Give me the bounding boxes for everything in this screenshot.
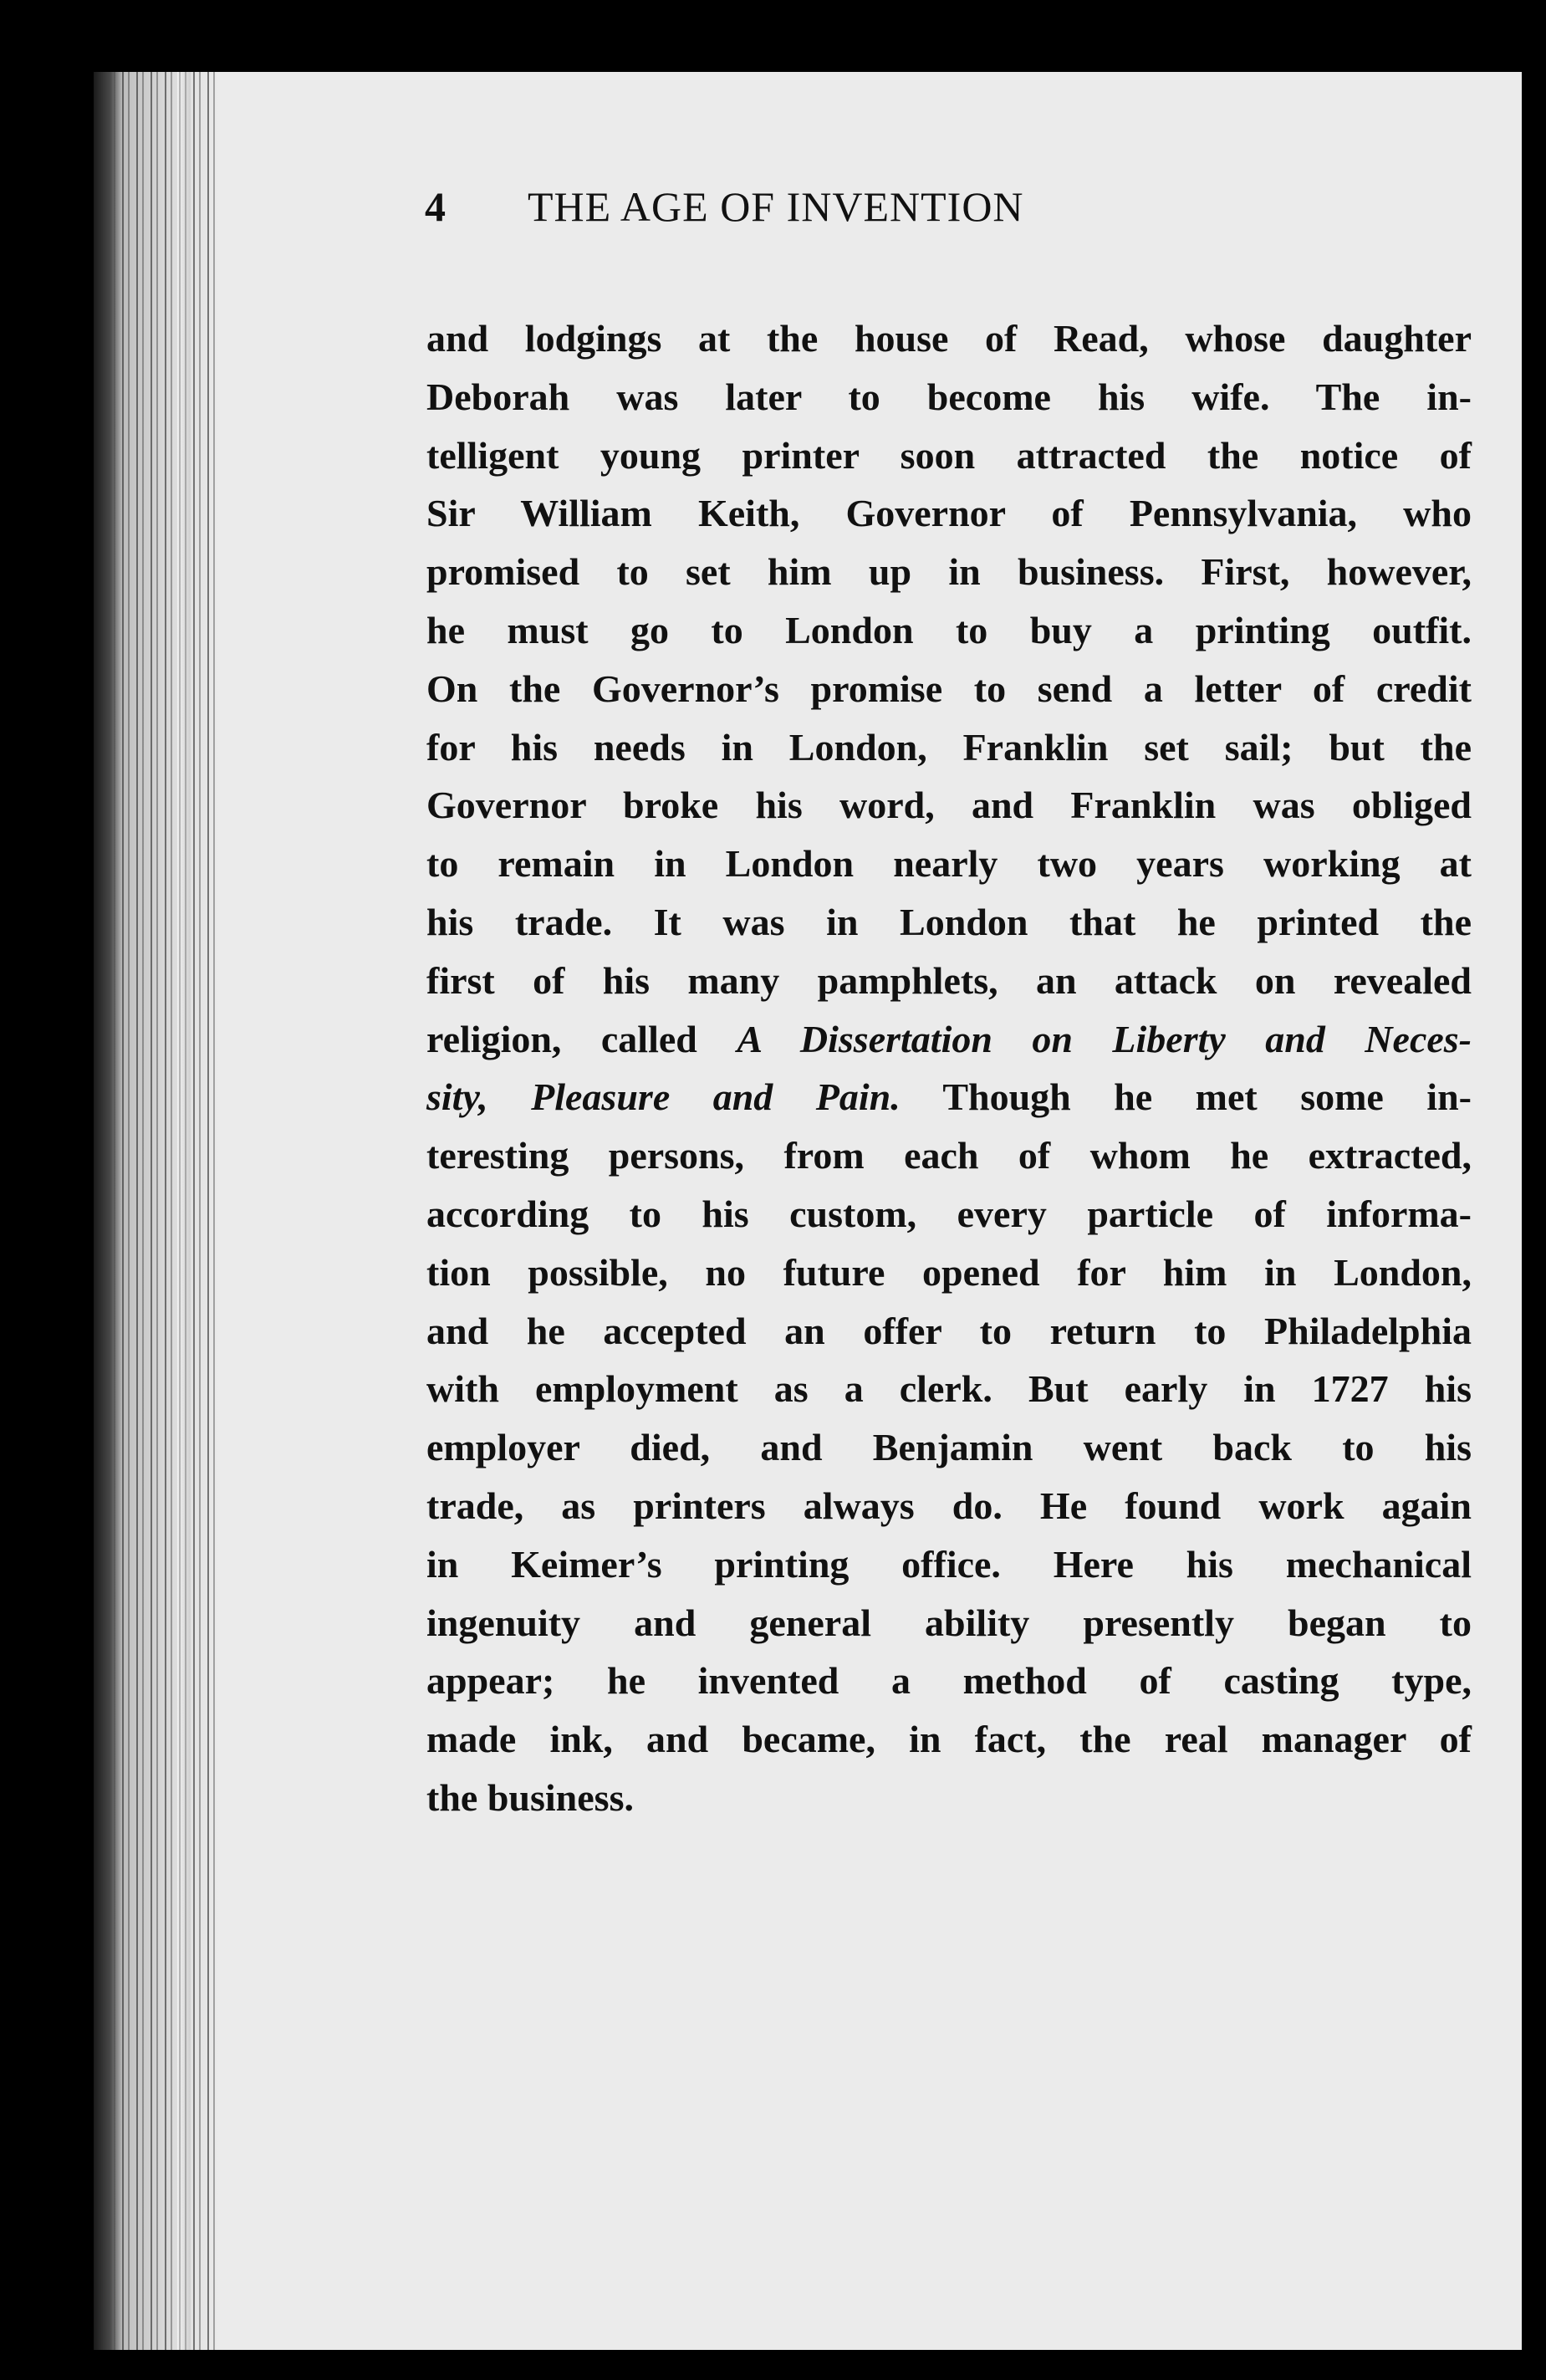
page-number: 4 [425, 183, 446, 230]
text-line [426, 1244, 1472, 1302]
line-text: religion, called [426, 1017, 737, 1060]
text-line [426, 1769, 1472, 1827]
text-line [426, 1710, 1472, 1769]
line-text: he must go to London to buy a printing outfit. [426, 608, 1472, 651]
line-text: trade, as printers always do. He found work again [426, 1484, 1472, 1527]
text-line [426, 1535, 1472, 1594]
running-head [425, 169, 1462, 244]
text-line [426, 484, 1472, 543]
line-text: teresting persons, from each of whom he extracted, [426, 1134, 1472, 1177]
line-text: in Keimer’s printing office. Here his mechanical [426, 1542, 1472, 1586]
text-line [426, 1594, 1472, 1652]
text-line [426, 952, 1472, 1010]
running-title: THE AGE OF INVENTION [528, 183, 1024, 230]
text-line [426, 1477, 1472, 1535]
text-line [426, 601, 1472, 660]
line-text: tion possible, no future opened for him in London, [426, 1250, 1472, 1294]
line-text: to remain in London nearly two years working at [426, 842, 1472, 886]
page-edge [177, 72, 191, 2350]
text-line [426, 309, 1472, 368]
line-text: first of his many pamphlets, an attack on revealed [426, 958, 1472, 1002]
line-text: the business. [426, 1775, 634, 1819]
text-line [426, 1126, 1472, 1185]
line-text: On the Governor’s promise to send a letter of credit [426, 667, 1472, 710]
text-line [426, 543, 1472, 601]
line-text: Deborah was later to become his wife. The in- [426, 375, 1472, 418]
text-line [426, 1068, 1472, 1126]
text-line [426, 660, 1472, 718]
line-text: promised to set him up in business. First, however, [426, 550, 1472, 594]
line-text: Though he met some in- [900, 1075, 1472, 1119]
line-text: made ink, and became, in fact, the real manager of [426, 1718, 1472, 1761]
text-line [426, 1360, 1472, 1418]
line-text: for his needs in London, Franklin set sail; but the [426, 725, 1472, 769]
text-line [426, 1652, 1472, 1710]
text-line [426, 426, 1472, 485]
text-line [426, 893, 1472, 952]
line-text: ingenuity and general ability presently began to [426, 1601, 1472, 1644]
line-text: according to his custom, every particle of informa- [426, 1192, 1472, 1235]
italic-title-text: A Dissertation on Liberty and Neces- [737, 1017, 1472, 1060]
text-line [426, 1418, 1472, 1477]
line-text: appear; he invented a method of casting type, [426, 1659, 1472, 1703]
line-text: employer died, and Benjamin went back to his [426, 1426, 1472, 1469]
text-line [426, 368, 1472, 426]
line-text: Governor broke his word, and Franklin was obliged [426, 784, 1472, 827]
text-line [426, 1302, 1472, 1361]
text-line [426, 835, 1472, 893]
line-text: with employment as a clerk. But early in 1727 his [426, 1367, 1472, 1411]
line-text: Sir William Keith, Governor of Pennsylvania, who [426, 492, 1472, 535]
line-text: and he accepted an offer to return to Philadelphia [426, 1309, 1472, 1352]
body-text [426, 309, 1472, 1827]
line-text: telligent young printer soon attracted the notice of [426, 433, 1472, 477]
text-line [426, 1185, 1472, 1244]
line-text: his trade. It was in London that he printed the [426, 900, 1472, 943]
text-line [426, 776, 1472, 835]
text-line [426, 718, 1472, 777]
italic-title-text: sity, Pleasure and Pain. [426, 1075, 901, 1119]
text-line [426, 1010, 1472, 1069]
line-text: and lodgings at the house of Read, whose daughter [426, 317, 1472, 360]
binding-shadow [94, 72, 122, 2350]
